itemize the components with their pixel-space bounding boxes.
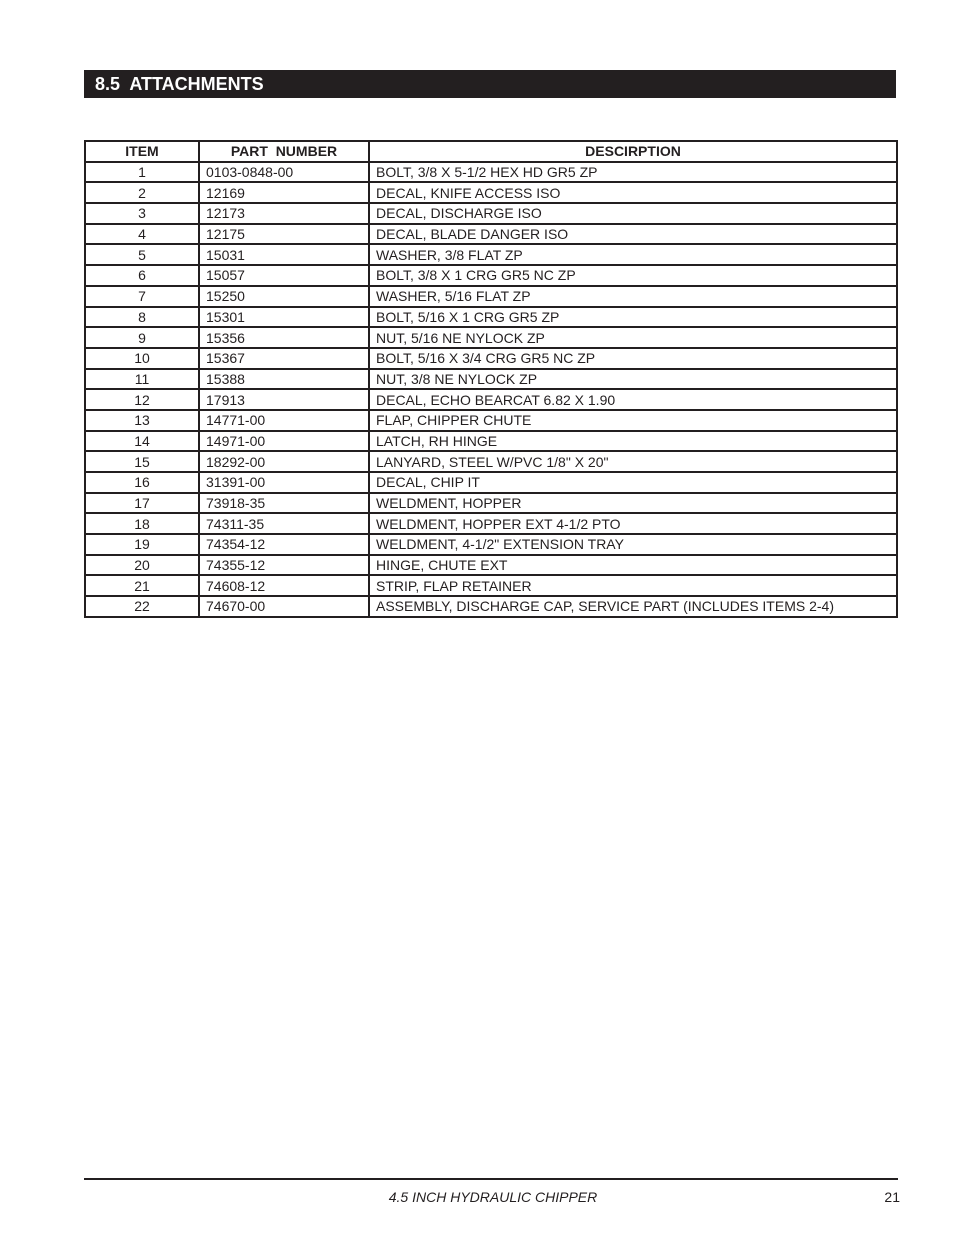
cell-item: 13 <box>85 410 199 431</box>
cell-description: BOLT, 3/8 X 5-1/2 HEX HD GR5 ZP <box>369 162 897 183</box>
cell-description: LANYARD, STEEL W/PVC 1/8" X 20" <box>369 451 897 472</box>
parts-table-header <box>85 141 897 162</box>
cell-part-number: 15301 <box>199 307 369 328</box>
cell-description: WELDMENT, HOPPER <box>369 493 897 514</box>
cell-description: DECAL, DISCHARGE ISO <box>369 203 897 224</box>
table-row <box>85 451 897 472</box>
cell-item: 22 <box>85 596 199 617</box>
header-part-number: PART NUMBER <box>199 141 369 162</box>
cell-part-number: 12169 <box>199 182 369 203</box>
cell-description: DECAL, BLADE DANGER ISO <box>369 224 897 245</box>
cell-part-number: 14971-00 <box>199 431 369 452</box>
table-row <box>85 348 897 369</box>
table-row <box>85 265 897 286</box>
cell-part-number: 74608-12 <box>199 575 369 596</box>
table-row <box>85 596 897 617</box>
cell-description: WELDMENT, HOPPER EXT 4-1/2 PTO <box>369 513 897 534</box>
cell-part-number: 15057 <box>199 265 369 286</box>
cell-description: BOLT, 5/16 X 3/4 CRG GR5 NC ZP <box>369 348 897 369</box>
cell-item: 8 <box>85 307 199 328</box>
cell-description: LATCH, RH HINGE <box>369 431 897 452</box>
table-row <box>85 244 897 265</box>
cell-description: BOLT, 5/16 X 1 CRG GR5 ZP <box>369 307 897 328</box>
cell-part-number: 74670-00 <box>199 596 369 617</box>
header-row <box>85 141 897 162</box>
header-description: DESCIRPTION <box>369 141 897 162</box>
footer-divider <box>84 1178 898 1180</box>
cell-description: STRIP, FLAP RETAINER <box>369 575 897 596</box>
table-row <box>85 162 897 183</box>
cell-part-number: 15031 <box>199 244 369 265</box>
page-number: 21 <box>884 1189 900 1205</box>
cell-description: NUT, 5/16 NE NYLOCK ZP <box>369 327 897 348</box>
cell-part-number: 74311-35 <box>199 513 369 534</box>
table-row <box>85 410 897 431</box>
cell-part-number: 14771-00 <box>199 410 369 431</box>
table-row <box>85 431 897 452</box>
cell-description: WASHER, 5/16 FLAT ZP <box>369 286 897 307</box>
cell-item: 9 <box>85 327 199 348</box>
cell-part-number: 12175 <box>199 224 369 245</box>
cell-part-number: 12173 <box>199 203 369 224</box>
header-item: ITEM <box>85 141 199 162</box>
table-row <box>85 555 897 576</box>
cell-item: 3 <box>85 203 199 224</box>
cell-item: 11 <box>85 369 199 390</box>
cell-item: 17 <box>85 493 199 514</box>
table-row <box>85 307 897 328</box>
cell-part-number: 18292-00 <box>199 451 369 472</box>
table-row <box>85 575 897 596</box>
table-row <box>85 182 897 203</box>
cell-item: 21 <box>85 575 199 596</box>
cell-description: DECAL, KNIFE ACCESS ISO <box>369 182 897 203</box>
parts-table-body <box>85 162 897 617</box>
cell-item: 18 <box>85 513 199 534</box>
cell-description: ASSEMBLY, DISCHARGE CAP, SERVICE PART (INCLUDES ITEMS 2-4) <box>369 596 897 617</box>
cell-part-number: 15356 <box>199 327 369 348</box>
cell-description: DECAL, ECHO BEARCAT 6.82 X 1.90 <box>369 389 897 410</box>
table-row <box>85 327 897 348</box>
cell-item: 2 <box>85 182 199 203</box>
cell-description: DECAL, CHIP IT <box>369 472 897 493</box>
cell-item: 16 <box>85 472 199 493</box>
cell-part-number: 15250 <box>199 286 369 307</box>
cell-description: NUT, 3/8 NE NYLOCK ZP <box>369 369 897 390</box>
cell-description: WASHER, 3/8 FLAT ZP <box>369 244 897 265</box>
cell-item: 6 <box>85 265 199 286</box>
table-row <box>85 472 897 493</box>
cell-part-number: 17913 <box>199 389 369 410</box>
cell-part-number: 0103-0848-00 <box>199 162 369 183</box>
cell-part-number: 31391-00 <box>199 472 369 493</box>
cell-item: 4 <box>85 224 199 245</box>
cell-description: HINGE, CHUTE EXT <box>369 555 897 576</box>
cell-item: 15 <box>85 451 199 472</box>
table-row <box>85 513 897 534</box>
cell-item: 12 <box>85 389 199 410</box>
table-row <box>85 389 897 410</box>
cell-part-number: 74354-12 <box>199 534 369 555</box>
cell-item: 5 <box>85 244 199 265</box>
cell-item: 7 <box>85 286 199 307</box>
cell-part-number: 73918-35 <box>199 493 369 514</box>
table-row <box>85 534 897 555</box>
cell-part-number: 74355-12 <box>199 555 369 576</box>
table-row <box>85 203 897 224</box>
cell-item: 20 <box>85 555 199 576</box>
cell-description: WELDMENT, 4-1/2" EXTENSION TRAY <box>369 534 897 555</box>
cell-item: 1 <box>85 162 199 183</box>
cell-part-number: 15367 <box>199 348 369 369</box>
parts-table <box>84 140 898 618</box>
table-row <box>85 369 897 390</box>
table-row <box>85 286 897 307</box>
table-row <box>85 224 897 245</box>
table-row <box>85 493 897 514</box>
cell-description: BOLT, 3/8 X 1 CRG GR5 NC ZP <box>369 265 897 286</box>
cell-item: 19 <box>85 534 199 555</box>
cell-part-number: 15388 <box>199 369 369 390</box>
section-title: 8.5 ATTACHMENTS <box>84 70 896 98</box>
cell-item: 10 <box>85 348 199 369</box>
footer-title: 4.5 INCH HYDRAULIC CHIPPER <box>388 1189 598 1205</box>
cell-description: FLAP, CHIPPER CHUTE <box>369 410 897 431</box>
cell-item: 14 <box>85 431 199 452</box>
